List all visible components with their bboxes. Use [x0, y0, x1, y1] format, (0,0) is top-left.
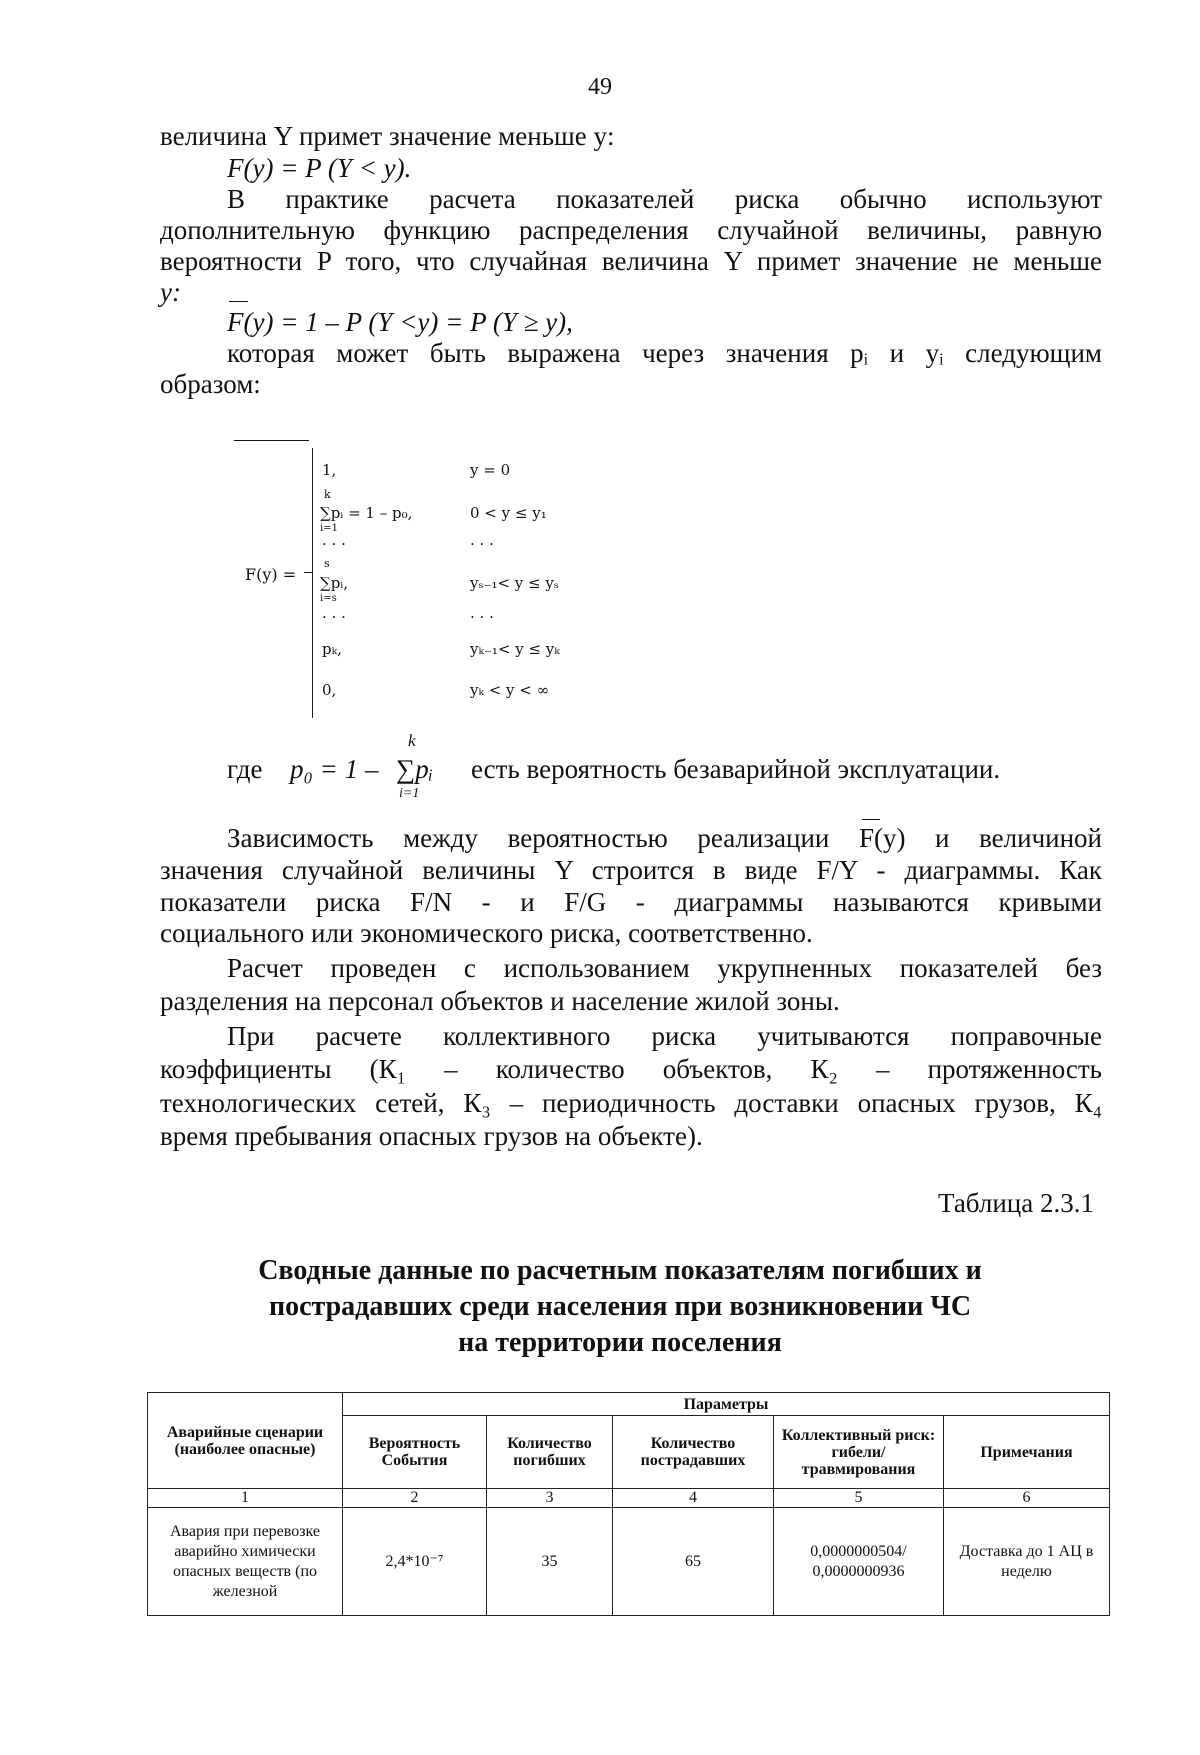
- system-row-right: · · ·: [470, 535, 494, 553]
- header-scenarios: Аварийные сценарии (наиболее опасные): [148, 1393, 343, 1489]
- overline-mark: [862, 819, 880, 820]
- text-line: y:: [160, 277, 181, 307]
- text-line: разделения на персонал объектов и население жилой зоны.: [160, 986, 840, 1016]
- column-number: 4: [613, 1489, 774, 1508]
- column-number: 2: [343, 1489, 487, 1508]
- header-parameters: Параметры: [343, 1393, 1110, 1416]
- page-number: 49: [588, 74, 612, 100]
- paragraph-line: значения случайной величины Y строится в виде F/Y - диаграммы. Как: [160, 855, 1102, 885]
- sum-upper-limit: k: [408, 731, 416, 750]
- system-lhs: F(y) =: [245, 565, 297, 584]
- paragraph-line: Зависимость между вероятностью реализации F(y) и величиной: [227, 823, 1102, 853]
- formula-cdf: F(y) = P (Y < y).: [227, 153, 412, 183]
- system-row-right: yₛ₋₁< y ≤ yₛ: [470, 574, 559, 592]
- paragraph-line: В практике расчета показателей риска обычно используют: [227, 184, 1102, 214]
- text-line: где: [227, 754, 263, 784]
- table-title-line: пострадавших среди населения при возникновении ЧС: [268, 1291, 972, 1322]
- paragraph-line: дополнительную функцию распределения случайной величины, равную: [160, 215, 1102, 245]
- system-row-left: · · ·: [322, 535, 346, 553]
- column-number: 5: [774, 1489, 944, 1508]
- system-row-right: y = 0: [470, 461, 511, 479]
- header-probability: Вероятность События: [343, 1416, 487, 1489]
- text-line: есть вероятность безаварийной эксплуатации.: [471, 754, 1001, 784]
- system-brace: [312, 448, 313, 718]
- cell-probability: 2,4*10⁻⁷: [343, 1508, 487, 1616]
- table-title-line: на территории поселения: [458, 1327, 782, 1358]
- system-brace-tip: [304, 572, 312, 573]
- formula-sum: ∑pᵢ: [396, 754, 434, 784]
- header-collective-risk: Коллективный риск: гибели/ травмирования: [774, 1416, 944, 1489]
- header-injured: Количество пострадавших: [613, 1416, 774, 1489]
- text-line: образом:: [160, 369, 261, 399]
- sum-upper-limit: s: [324, 557, 330, 570]
- cell-injured: 65: [613, 1508, 774, 1616]
- risk-table: [147, 1392, 1110, 1616]
- cell-scenario: Авария при перевозке аварийно химически опасных веществ (по железной: [148, 1508, 343, 1616]
- header-deaths: Количество погибших: [487, 1416, 613, 1489]
- cell-deaths: 35: [487, 1508, 613, 1616]
- table-row: [148, 1508, 1110, 1616]
- table-title-line: Сводные данные по расчетным показателям погибших и: [258, 1255, 982, 1286]
- system-row-right: yₖ < y < ∞: [470, 681, 550, 699]
- system-row-left: 1,: [322, 461, 337, 479]
- sum-lower-limit: i=1: [320, 523, 338, 534]
- text-line: время пребывания опасных грузов на объекте).: [160, 1121, 703, 1151]
- paragraph-line: коэффициенты (К₁ – количество объектов, К₂ – протяженность: [160, 1054, 1102, 1084]
- paragraph-line: Расчет проведен с использованием укрупненных показателей без: [227, 953, 1102, 983]
- sum-lower-limit: i=1: [399, 786, 420, 801]
- system-row-right: yₖ₋₁< y ≤ yₖ: [470, 640, 560, 658]
- sum-upper-limit: k: [324, 488, 331, 501]
- paragraph-line: показатели риска F/N - и F/G - диаграммы называются кривыми: [160, 887, 1102, 917]
- paragraph-line: которая может быть выражена через значения pᵢ и yᵢ следующим: [227, 338, 1102, 368]
- table-label: Таблица 2.3.1: [938, 1188, 1094, 1218]
- overline-mark: [234, 440, 309, 442]
- system-row-left: ∑pᵢ = 1 – p₀,: [320, 504, 413, 522]
- system-row-right: 0 < y ≤ y₁: [470, 504, 547, 522]
- paragraph-line: технологических сетей, К₃ – периодичность доставки опасных грузов, К₄: [160, 1088, 1102, 1118]
- cell-collective-risk: 0,0000000504/ 0,0000000936: [774, 1508, 944, 1616]
- cell-notes: Доставка до 1 АЦ в неделю: [944, 1508, 1110, 1616]
- system-row-left: · · ·: [322, 608, 346, 626]
- text-line: величина Y примет значение меньше y:: [160, 121, 615, 151]
- overline-mark: [229, 301, 248, 302]
- formula-p0: p₀ = 1 –: [290, 754, 379, 784]
- system-row-right: · · ·: [470, 608, 494, 626]
- system-row-left: 0,: [322, 681, 337, 699]
- system-row-left: pₖ,: [322, 640, 342, 658]
- paragraph-line: вероятности P того, что случайная величина Y примет значение не меньше: [160, 246, 1102, 276]
- sum-lower-limit: i=s: [320, 593, 337, 604]
- column-number: 6: [944, 1489, 1110, 1508]
- paragraph-line: При расчете коллективного риска учитываются поправочные: [227, 1021, 1102, 1051]
- system-row-left: ∑pᵢ,: [320, 574, 349, 592]
- formula-complementary: F(y) = 1 – P (Y <y) = P (Y ≥ y),: [227, 307, 573, 337]
- header-notes: Примечания: [944, 1416, 1110, 1489]
- column-number: 3: [487, 1489, 613, 1508]
- text-line: социального или экономического риска, соответственно.: [160, 918, 813, 948]
- column-number: 1: [148, 1489, 343, 1508]
